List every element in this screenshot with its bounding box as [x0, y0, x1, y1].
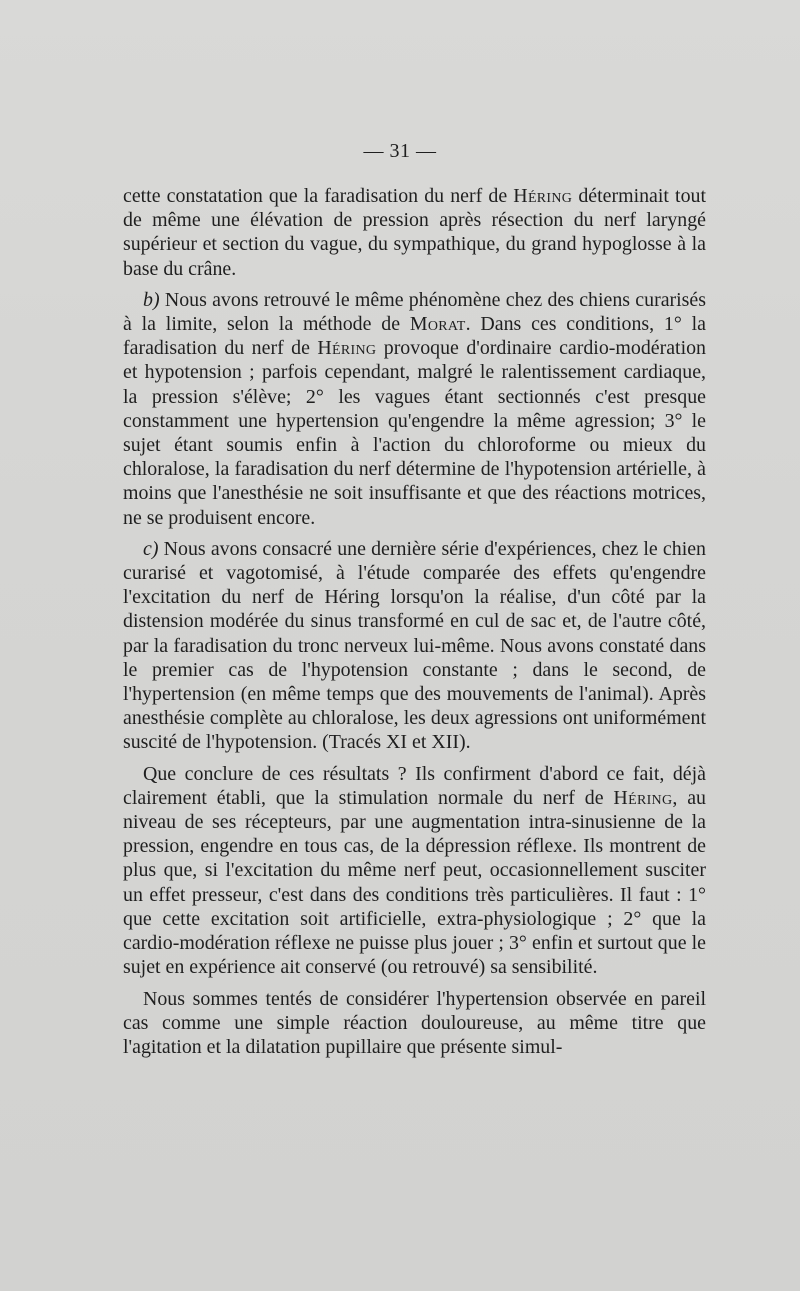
- paragraph-2: b) Nous avons retrouvé le même phénomène chez des chiens curarisés à la limite, selon la méthode de Morat. Dans ces conditions, 1° la faradisation du nerf de Héring provoque d'ordinaire cardio-modération et hypotension ; parfois cependant, malgré le ralentissement cardiaque, la pression s'élève; 2° les vagues étant sectionnés c'est presque constamment une hypertension qu'engendre la même agression; 3° le sujet étant soumis enfin à l'action du chloroforme ou mieux du chloralose, la faradisation du nerf détermine de l'hypotension artérielle, à moins que l'anesthésie ne soit insuffisante et que des réactions motrices, ne se produisent encore.: [123, 288, 706, 529]
- section-label: c): [143, 537, 159, 560]
- paragraph-5: Nous sommes tentés de considérer l'hypertension observée en pareil cas comme une simple réaction douloureuse, au même titre que l'agitation et la dilatation pupillaire que présente simul-: [123, 987, 706, 1058]
- author-name: Héring: [513, 185, 573, 207]
- author-name: Héring: [317, 337, 377, 360]
- paragraph-4: Que conclure de ces résultats ? Ils confirment d'abord ce fait, déjà clairement établi, que la stimulation normale du nerf de Héring, au niveau de ses récepteurs, par une augmentation intra-sinusienne de la pression, engendre en tous cas, de la dépression réflexe. Ils montrent de plus que, si l'excitation du même nerf peut, occasionnellement susciter un effet presseur, c'est dans des conditions très particulières. Il faut : 1° que cette excitation soit artificielle, extra-physiologique ; 2° que la cardio-modération réflexe ne puisse plus jouer ; 3° enfin et surtout que le sujet en expérience ait conservé (ou retrouvé) sa sensibilité.: [123, 762, 706, 979]
- page-number: — 31 —: [363, 140, 437, 162]
- paragraph-3: c) Nous avons consacré une dernière série d'expériences, chez le chien curarisé et vagotomisé, à l'étude comparée des effets qu'engendre l'excitation du nerf de Héring lorsqu'on la réalise, d'un côté par la distension modérée du sinus transformé en cul de sac et, de l'autre côté, par la faradisation du tronc nerveux lui-même. Nous avons constaté dans le premier cas de l'hypotension constante ; dans le second, de l'hypertension (en même temps que des mouvements de l'animal). Après anesthésie complète au chloralose, les deux agressions ont uniformément suscité de l'hypotension. (Tracés XI et XII).: [123, 537, 706, 754]
- author-name: Morat: [409, 313, 466, 336]
- body-text: [123, 184, 706, 1059]
- author-name: Héring: [613, 786, 673, 809]
- paragraph-1: cette constatation que la faradisation du nerf de Héring déterminait tout de même une élévation de pression après résection du nerf laryngé supérieur et section du vague, du sympathique, du grand hypoglosse à la base du crâne.: [123, 185, 706, 280]
- section-label: b): [143, 288, 160, 311]
